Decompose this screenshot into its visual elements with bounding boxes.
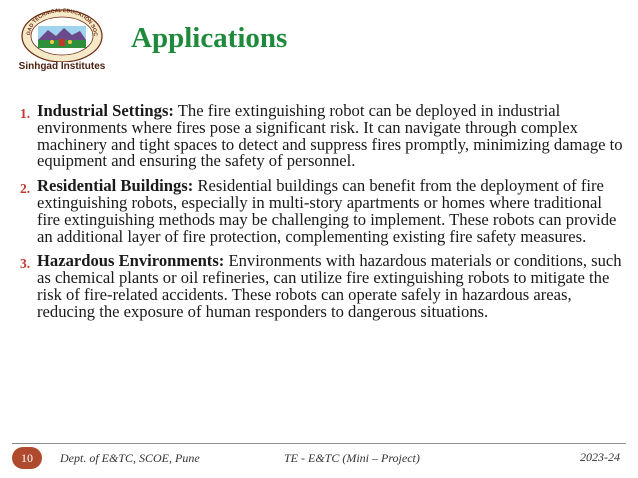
- item-body: The fire extinguishing robot can be deployed in industrial environments where fires pose a significant risk. It can navigate through complex machinery and tight spaces to detect and suppress fires promptly, minimizing damage to equipment and ensuring the safety of personnel.: [37, 101, 623, 171]
- item-number: 3.: [20, 256, 31, 272]
- institute-seal-icon: [12, 4, 112, 62]
- applications-list: [20, 103, 624, 329]
- logo-ring-text: GAD TECHNICAL EDUCATION SOC: [25, 7, 99, 37]
- logo-caption: Sinhgad Institutes: [18, 61, 106, 72]
- item-heading: Residential Buildings:: [37, 176, 194, 196]
- item-body: Environments with hazardous materials or conditions, such as chemical plants or oil refineries, can utilize fire extinguishing robots to mitigate the risk of fire-related accidents. These robots can operate safely in hazardous areas, reducing the exposure of human responders to dangerous situations.: [37, 251, 622, 321]
- page-number-badge: 10: [12, 447, 42, 469]
- list-item: [20, 103, 624, 170]
- footer-year: 2023-24: [580, 450, 620, 464]
- institute-logo: [12, 4, 112, 74]
- footer-department: Dept. of E&TC, SCOE, Pune: [60, 451, 200, 465]
- item-heading: Industrial Settings:: [37, 101, 174, 120]
- item-number: 1.: [20, 106, 31, 121]
- footer-course: TE - E&TC (Mini – Project): [284, 451, 420, 465]
- slide-title: Applications: [131, 22, 288, 54]
- item-number: 2.: [20, 181, 31, 197]
- list-item: [20, 253, 624, 320]
- item-heading: Hazardous Environments:: [37, 251, 225, 271]
- item-body: Residential buildings can benefit from the deployment of fire extinguishing robots, especially in multi-story apartments or homes where traditional fire extinguishing methods may be challenging to implement. These robots can provide an additional layer of fire protection, complementing existing fire safety measures.: [37, 176, 617, 246]
- footer-divider: [12, 443, 626, 444]
- list-item: [20, 178, 624, 245]
